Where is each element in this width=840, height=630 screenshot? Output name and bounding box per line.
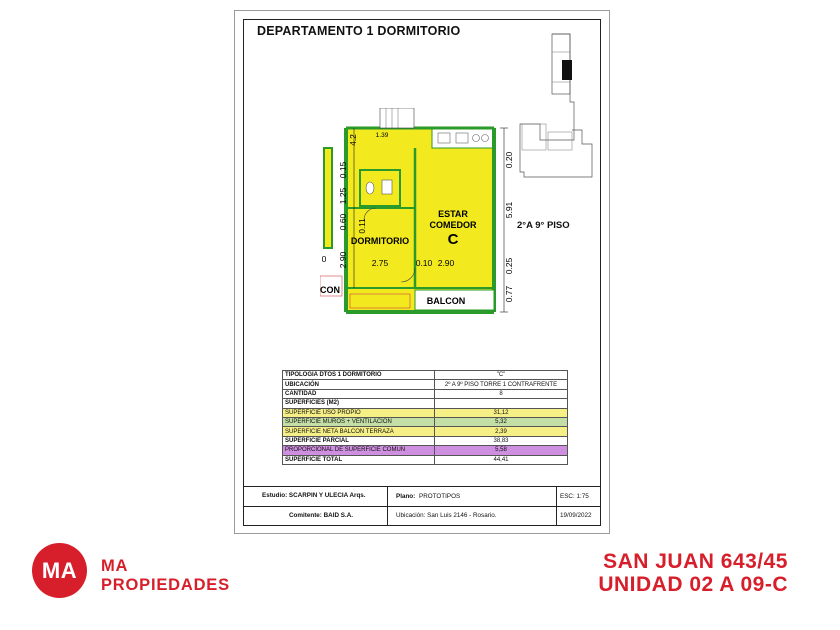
key-plan-caption: 2°A 9° PISO [517,220,570,231]
dim-left-b: 1.25 [338,187,348,205]
surface-table-row [283,399,568,408]
brand-name-line2: PROPIEDADES [101,576,230,594]
surface-value: 2º A 9º PISO TORRE 1 CONTRAFRENTE [435,380,568,389]
dim-right-a: 0.20 [504,151,514,169]
dim-right-d: 0.77 [504,285,514,303]
dim-left-c: 0.60 [338,213,348,231]
room-label-balcon-neighbor: CON [320,285,340,295]
dim-w3: 2.90 [437,258,455,268]
dim-top: 4.2 [348,134,358,146]
brand-logo-text: MA [41,558,78,583]
room-label-comedor: COMEDOR [429,220,477,230]
surface-value: 31,12 [435,408,568,417]
dim-mid: 0.11 [358,218,367,234]
room-label-dormitorio: DORMITORIO [350,236,410,246]
surface-table-row [283,436,568,445]
dim-w2: 0.10 [415,258,433,268]
ubicacion-text: Ubicación: San Luis 2146 - Rosario. [396,512,497,519]
surface-label: SUPERFICIE NETA BALCON TERRAZA [283,427,435,436]
surface-value: 2,39 [435,427,568,436]
date-text: 19/09/2022 [560,512,592,519]
surface-value: 8 [435,389,568,398]
room-label-balcon: BALCON [426,296,466,306]
key-plan [512,32,594,182]
surface-value: 5,32 [435,417,568,426]
floor-plan-sheet [234,10,610,534]
sheet-frame [243,19,601,526]
surface-table-row [283,408,568,417]
dim-left-a: 0.15 [338,161,348,179]
property-address [598,550,788,596]
dim-edge: 0 [321,254,327,264]
title-block [244,486,600,526]
unit-location-marker [562,60,572,80]
plano-label: Plano: [396,493,416,500]
surface-table-row [283,427,568,436]
surface-label: PROPORCIONAL DE SUPERFICIE COMUN [283,446,435,455]
surface-label: TIPOLOGIA DTOS 1 DORMITORIO [283,371,435,380]
dim-left-d: 2.90 [338,251,348,269]
surface-label: SUPERFICIE PARCIAL [283,436,435,445]
surface-label: SUPERFICIES (M2) [283,399,435,408]
dim-top-small: 1.39 [375,132,389,139]
surface-label: CANTIDAD [283,389,435,398]
surface-value: "C" [435,371,568,380]
estudio-text: Estudio: SCARPIN Y ULECIA Arqs. [262,492,366,499]
brand-logo [32,543,87,598]
surface-table-row [283,371,568,380]
surface-value [435,399,568,408]
room-label-estar: ESTAR [438,209,468,219]
surface-table-row [283,455,568,464]
sheet-title: DEPARTAMENTO 1 DORMITORIO [257,24,461,38]
surface-value: 5,58 [435,446,568,455]
surface-label: SUPERFICIE USO PROPIO [283,408,435,417]
surface-label: SUPERFICIE MUROS + VENTILACION [283,417,435,426]
surface-table-row [283,389,568,398]
surface-table-row [283,380,568,389]
brand-name-line1: MA [101,557,129,575]
dim-right-b: 5.91 [504,201,514,219]
unit-letter: C [447,231,459,248]
dim-right-c: 0.25 [504,257,514,275]
surface-table [282,370,568,465]
address-line1: SAN JUAN 643/45 [603,550,788,573]
scale-text: ESC: 1:75 [560,493,589,500]
dim-w1: 2.75 [371,258,389,268]
plano-value: PROTOTIPOS [419,493,461,500]
surface-label: UBICACIÓN [283,380,435,389]
surface-table-row [283,417,568,426]
surface-value: 38,83 [435,436,568,445]
brand-name [101,557,230,595]
surface-table-row [283,446,568,455]
surface-label: SUPERFICIE TOTAL [283,455,435,464]
address-line2: UNIDAD 02 A 09-C [598,573,788,596]
unit-floor-plan [320,108,514,316]
surface-value: 44,41 [435,455,568,464]
comitente-text: Comitente: BAID S.A. [289,512,354,519]
